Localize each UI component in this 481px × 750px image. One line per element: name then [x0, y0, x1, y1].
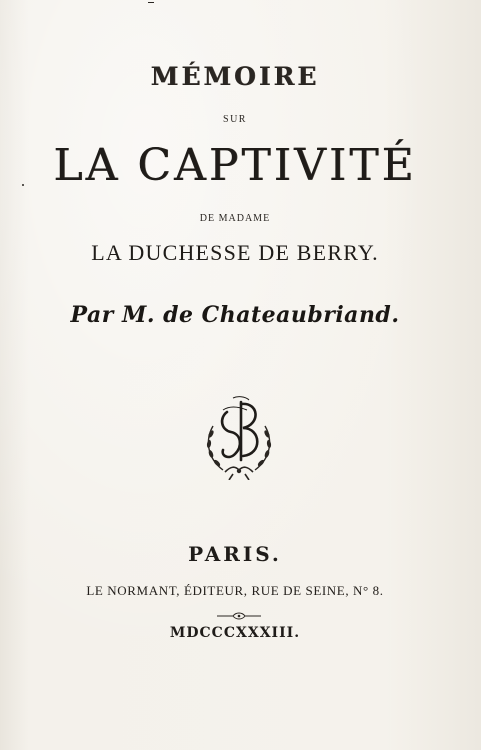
- flourish-divider-icon: [216, 611, 262, 621]
- title-captivite: LA CAPTIVITÉ: [53, 140, 417, 191]
- subject-prefix: DE MADAME: [199, 213, 271, 224]
- imprint-publisher: LE NORMANT, ÉDITEUR, RUE DE SEINE, N° 8.: [86, 583, 384, 598]
- title-memoire: MÉMOIRE: [150, 62, 320, 91]
- author-line: Par M. de Chateaubriand.: [70, 302, 400, 328]
- monogram-ornament-icon: [199, 396, 279, 480]
- imprint-year: MDCCCXXXIII.: [169, 625, 301, 641]
- title-connector: SUR: [223, 114, 247, 125]
- ink-speck: [148, 2, 154, 3]
- imprint-city: PARIS.: [188, 542, 282, 566]
- subject-name: LA DUCHESSE DE BERRY.: [91, 240, 379, 265]
